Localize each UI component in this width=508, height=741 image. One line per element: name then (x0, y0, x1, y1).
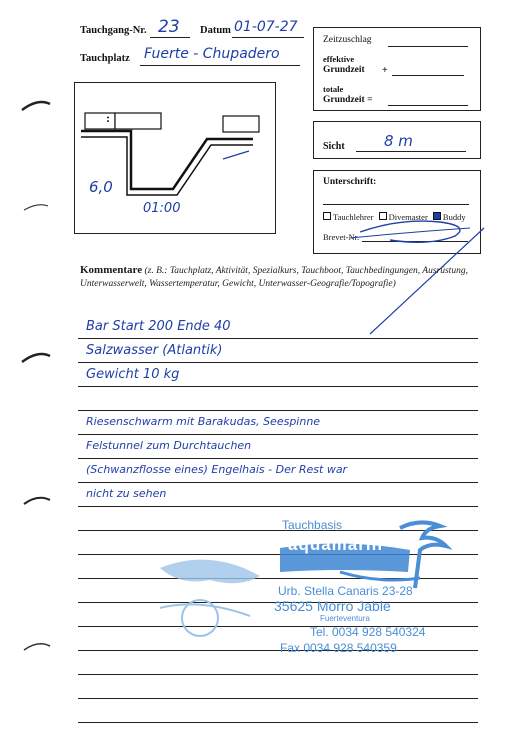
profile-colon-mark: : (106, 111, 110, 125)
signature-label: Unterschrift: (323, 177, 377, 187)
comment-rule-4 (78, 410, 478, 411)
effective-underline (392, 75, 464, 76)
stamp-region: Fuerteventura (320, 614, 370, 623)
comment-rule-5 (78, 434, 478, 435)
buddy-checkbox[interactable] (433, 212, 441, 220)
divemaster-checkbox[interactable] (379, 212, 387, 220)
comment-line-7[interactable]: (Schwanzflosse eines) Engelhais - Der Rest war (86, 463, 348, 476)
comment-line-8[interactable]: nicht zu sehen (86, 487, 167, 500)
date-underline (232, 37, 304, 38)
comment-rule-3 (78, 386, 478, 387)
visibility-value[interactable]: 8 m (384, 132, 413, 150)
dive-site-label: Tauchplatz (80, 53, 130, 64)
total-label-1: totale (323, 84, 344, 94)
total-label-2: Grundzeit = (323, 95, 373, 105)
depth-value[interactable]: 6,0 (89, 178, 113, 196)
brevet-label: Brevet-Nr. (323, 232, 360, 242)
signature-box (313, 170, 481, 254)
visibility-underline (356, 151, 466, 152)
stamp-fax: Fax 0034 928 540359 (280, 641, 397, 655)
stamp-city: 35625 Morro Jable (274, 598, 391, 614)
brevet-underline (362, 241, 468, 242)
dive-base-stamp (140, 498, 460, 678)
stamp-tel: Tel. 0034 928 540324 (310, 625, 426, 639)
comments-hint: (z. B.: Tauchplatz, Aktivität, Spezialkurs, Tauchboot, Tauchbedingungen, Ausrüstung, Unterwasserwelt, Wassertemperatur, Gewicht, Unterwasser-Geografie/Topografie) (80, 266, 468, 289)
comment-line-5[interactable]: Riesenschwarm mit Barakudas, Seespinne (86, 415, 321, 428)
visibility-label: Sicht (323, 141, 345, 152)
time-surcharge-box (313, 27, 481, 111)
stamp-brand: aquamarin (288, 535, 383, 554)
comments-header (80, 264, 478, 291)
comments-title: Kommentare (80, 264, 143, 276)
role-options (323, 212, 466, 222)
visibility-box (313, 121, 481, 159)
comment-line-6[interactable]: Felstunnel zum Durchtauchen (86, 439, 252, 452)
surcharge-underline (388, 46, 468, 47)
teacher-option-label: Tauchlehrer (333, 212, 374, 222)
comment-rule-1 (78, 338, 478, 339)
date-label: Datum (200, 25, 231, 36)
plus-sign: + (382, 65, 388, 76)
dive-site-underline (140, 65, 300, 66)
comment-line-3[interactable]: Gewicht 10 kg (86, 367, 180, 382)
stamp-base-label: Tauchbasis (282, 518, 343, 532)
dive-number-value[interactable]: 23 (158, 17, 180, 37)
buddy-option-label: Buddy (442, 212, 466, 222)
comment-rule-2 (78, 362, 478, 363)
divemaster-option-label: Divemaster (388, 212, 428, 222)
binder-hole-marks (20, 0, 60, 741)
comment-rule-7 (78, 482, 478, 483)
dive-number-label: Tauchgang-Nr. (80, 25, 147, 36)
teacher-checkbox[interactable] (323, 212, 331, 220)
comment-line-1[interactable]: Bar Start 200 Ende 40 (86, 319, 231, 334)
comment-rule-16 (78, 698, 478, 699)
dive-number-underline (150, 37, 190, 38)
stamp-address: Urb. Stella Canaris 23-28 (278, 584, 413, 598)
comment-line-2[interactable]: Salzwasser (Atlantik) (86, 343, 223, 358)
bottom-time-value[interactable]: 01:00 (143, 201, 181, 216)
dive-site-value[interactable]: Fuerte - Chupadero (144, 46, 280, 62)
comment-rule-6 (78, 458, 478, 459)
total-underline (388, 105, 468, 106)
effective-label-1: effektive (323, 54, 355, 64)
dive-profile-box (74, 82, 276, 234)
surcharge-label: Zeitzuschlag (323, 35, 372, 45)
effective-label-2: Grundzeit (323, 65, 365, 75)
signature-underline (323, 204, 469, 205)
date-value[interactable]: 01-07-27 (234, 19, 298, 35)
comment-rule-17 (78, 722, 478, 723)
